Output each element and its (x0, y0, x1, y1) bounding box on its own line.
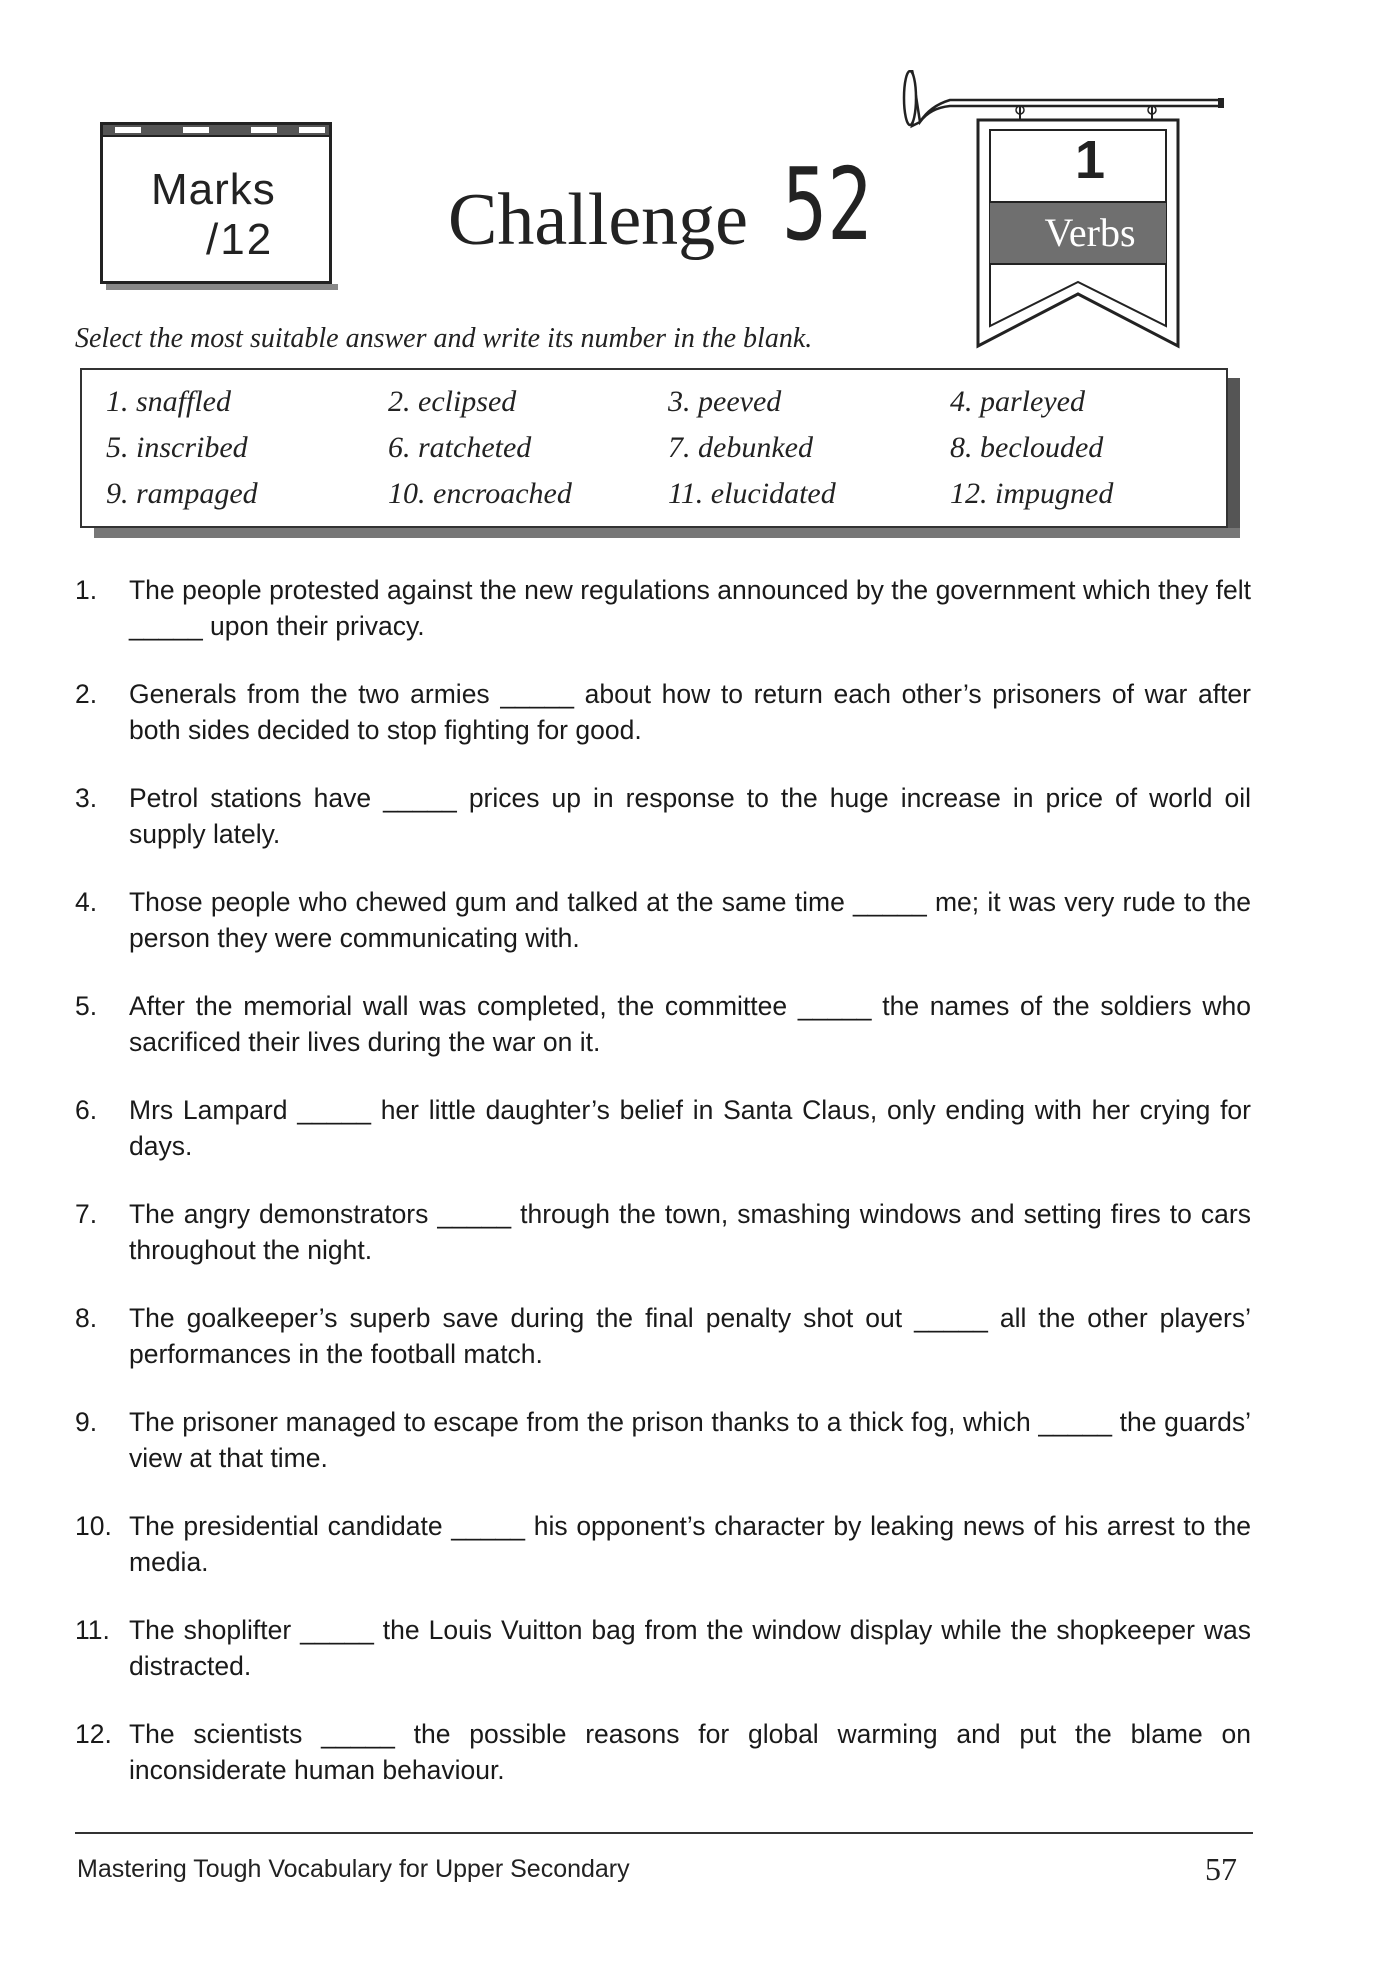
question-number: 4. (75, 887, 98, 917)
word-bank-item: 2. eclipsed (388, 385, 517, 418)
challenge-number: 52 (782, 146, 873, 263)
question-text: The people protested against the new regulations announced by the government which they felt _____ upon their privacy. (129, 575, 1251, 641)
question-number: 8. (75, 1303, 98, 1333)
question-number: 5. (75, 991, 98, 1021)
question-number: 11. (75, 1615, 110, 1645)
word-bank-item: 8. beclouded (950, 431, 1104, 464)
word-bank-item: 3. peeved (668, 385, 782, 418)
question-text: The scientists _____ the possible reasons for global warming and put the blame on inconsiderate human behaviour. (129, 1719, 1251, 1785)
word-bank-item: 7. debunked (668, 431, 813, 464)
word-bank-item: 9. rampaged (106, 477, 258, 510)
banner-label: Verbs (1044, 210, 1136, 255)
word-bank (80, 368, 1228, 528)
word-bank-item: 1. snaffled (106, 385, 231, 418)
question-number: 7. (75, 1199, 98, 1229)
question-number: 10. (75, 1511, 112, 1541)
word-bank-item: 4. parleyed (950, 385, 1085, 418)
marks-box-header-bar (103, 125, 329, 137)
question-number: 1. (75, 575, 98, 605)
footer-book-title: Mastering Tough Vocabulary for Upper Secondary (77, 1855, 630, 1883)
question-number: 6. (75, 1095, 98, 1125)
page-number: 57 (1205, 1851, 1237, 1887)
marks-box (100, 122, 332, 284)
marks-label: Marks (151, 165, 276, 214)
question-text: The shoplifter _____ the Louis Vuitton bag from the window display while the shopkeeper was distracted. (129, 1615, 1251, 1681)
word-bank-shadow (1226, 378, 1240, 528)
question-text: Generals from the two armies _____ about how to return each other’s prisoners of war after both sides decided to stop fighting for good. (129, 679, 1251, 745)
question-text: After the memorial wall was completed, the committee _____ the names of the soldiers who sacrificed their lives during the war on it. (129, 991, 1251, 1057)
word-bank-item: 11. elucidated (668, 477, 836, 510)
question-text: Those people who chewed gum and talked at the same time _____ me; it was very rude to the person they were communicating with. (129, 887, 1251, 953)
question-text: Mrs Lampard _____ her little daughter’s belief in Santa Claus, only ending with her crying for days. (129, 1095, 1251, 1161)
footer-divider (75, 1832, 1253, 1834)
question-number: 9. (75, 1407, 98, 1437)
question-text: The goalkeeper’s superb save during the final penalty shot out _____ all the other players’ performances in the football match. (129, 1303, 1251, 1369)
word-bank-item: 10. encroached (388, 477, 572, 510)
marks-box-shadow (106, 284, 338, 290)
word-bank-item: 6. ratcheted (388, 431, 532, 464)
marks-score: /12 (206, 215, 274, 264)
banner-number: 1 (1074, 130, 1106, 190)
word-bank-shadow-bottom (94, 528, 1240, 538)
question-text: The angry demonstrators _____ through the town, smashing windows and setting fires to cars throughout the night. (129, 1199, 1251, 1265)
instruction-text: Select the most suitable answer and write its number in the blank. (75, 323, 813, 354)
word-bank-item: 12. impugned (950, 477, 1114, 510)
question-text: The prisoner managed to escape from the prison thanks to a thick fog, which _____ the guards’ view at that time. (129, 1407, 1251, 1473)
question-number: 2. (75, 679, 98, 709)
question-number: 12. (75, 1719, 112, 1749)
question-text: Petrol stations have _____ prices up in response to the huge increase in price of world oil supply lately. (129, 783, 1251, 849)
page-title: Challenge (448, 179, 749, 261)
question-number: 3. (75, 783, 98, 813)
word-bank-item: 5. inscribed (106, 431, 248, 464)
question-text: The presidential candidate _____ his opponent’s character by leaking news of his arrest to the media. (129, 1511, 1251, 1577)
